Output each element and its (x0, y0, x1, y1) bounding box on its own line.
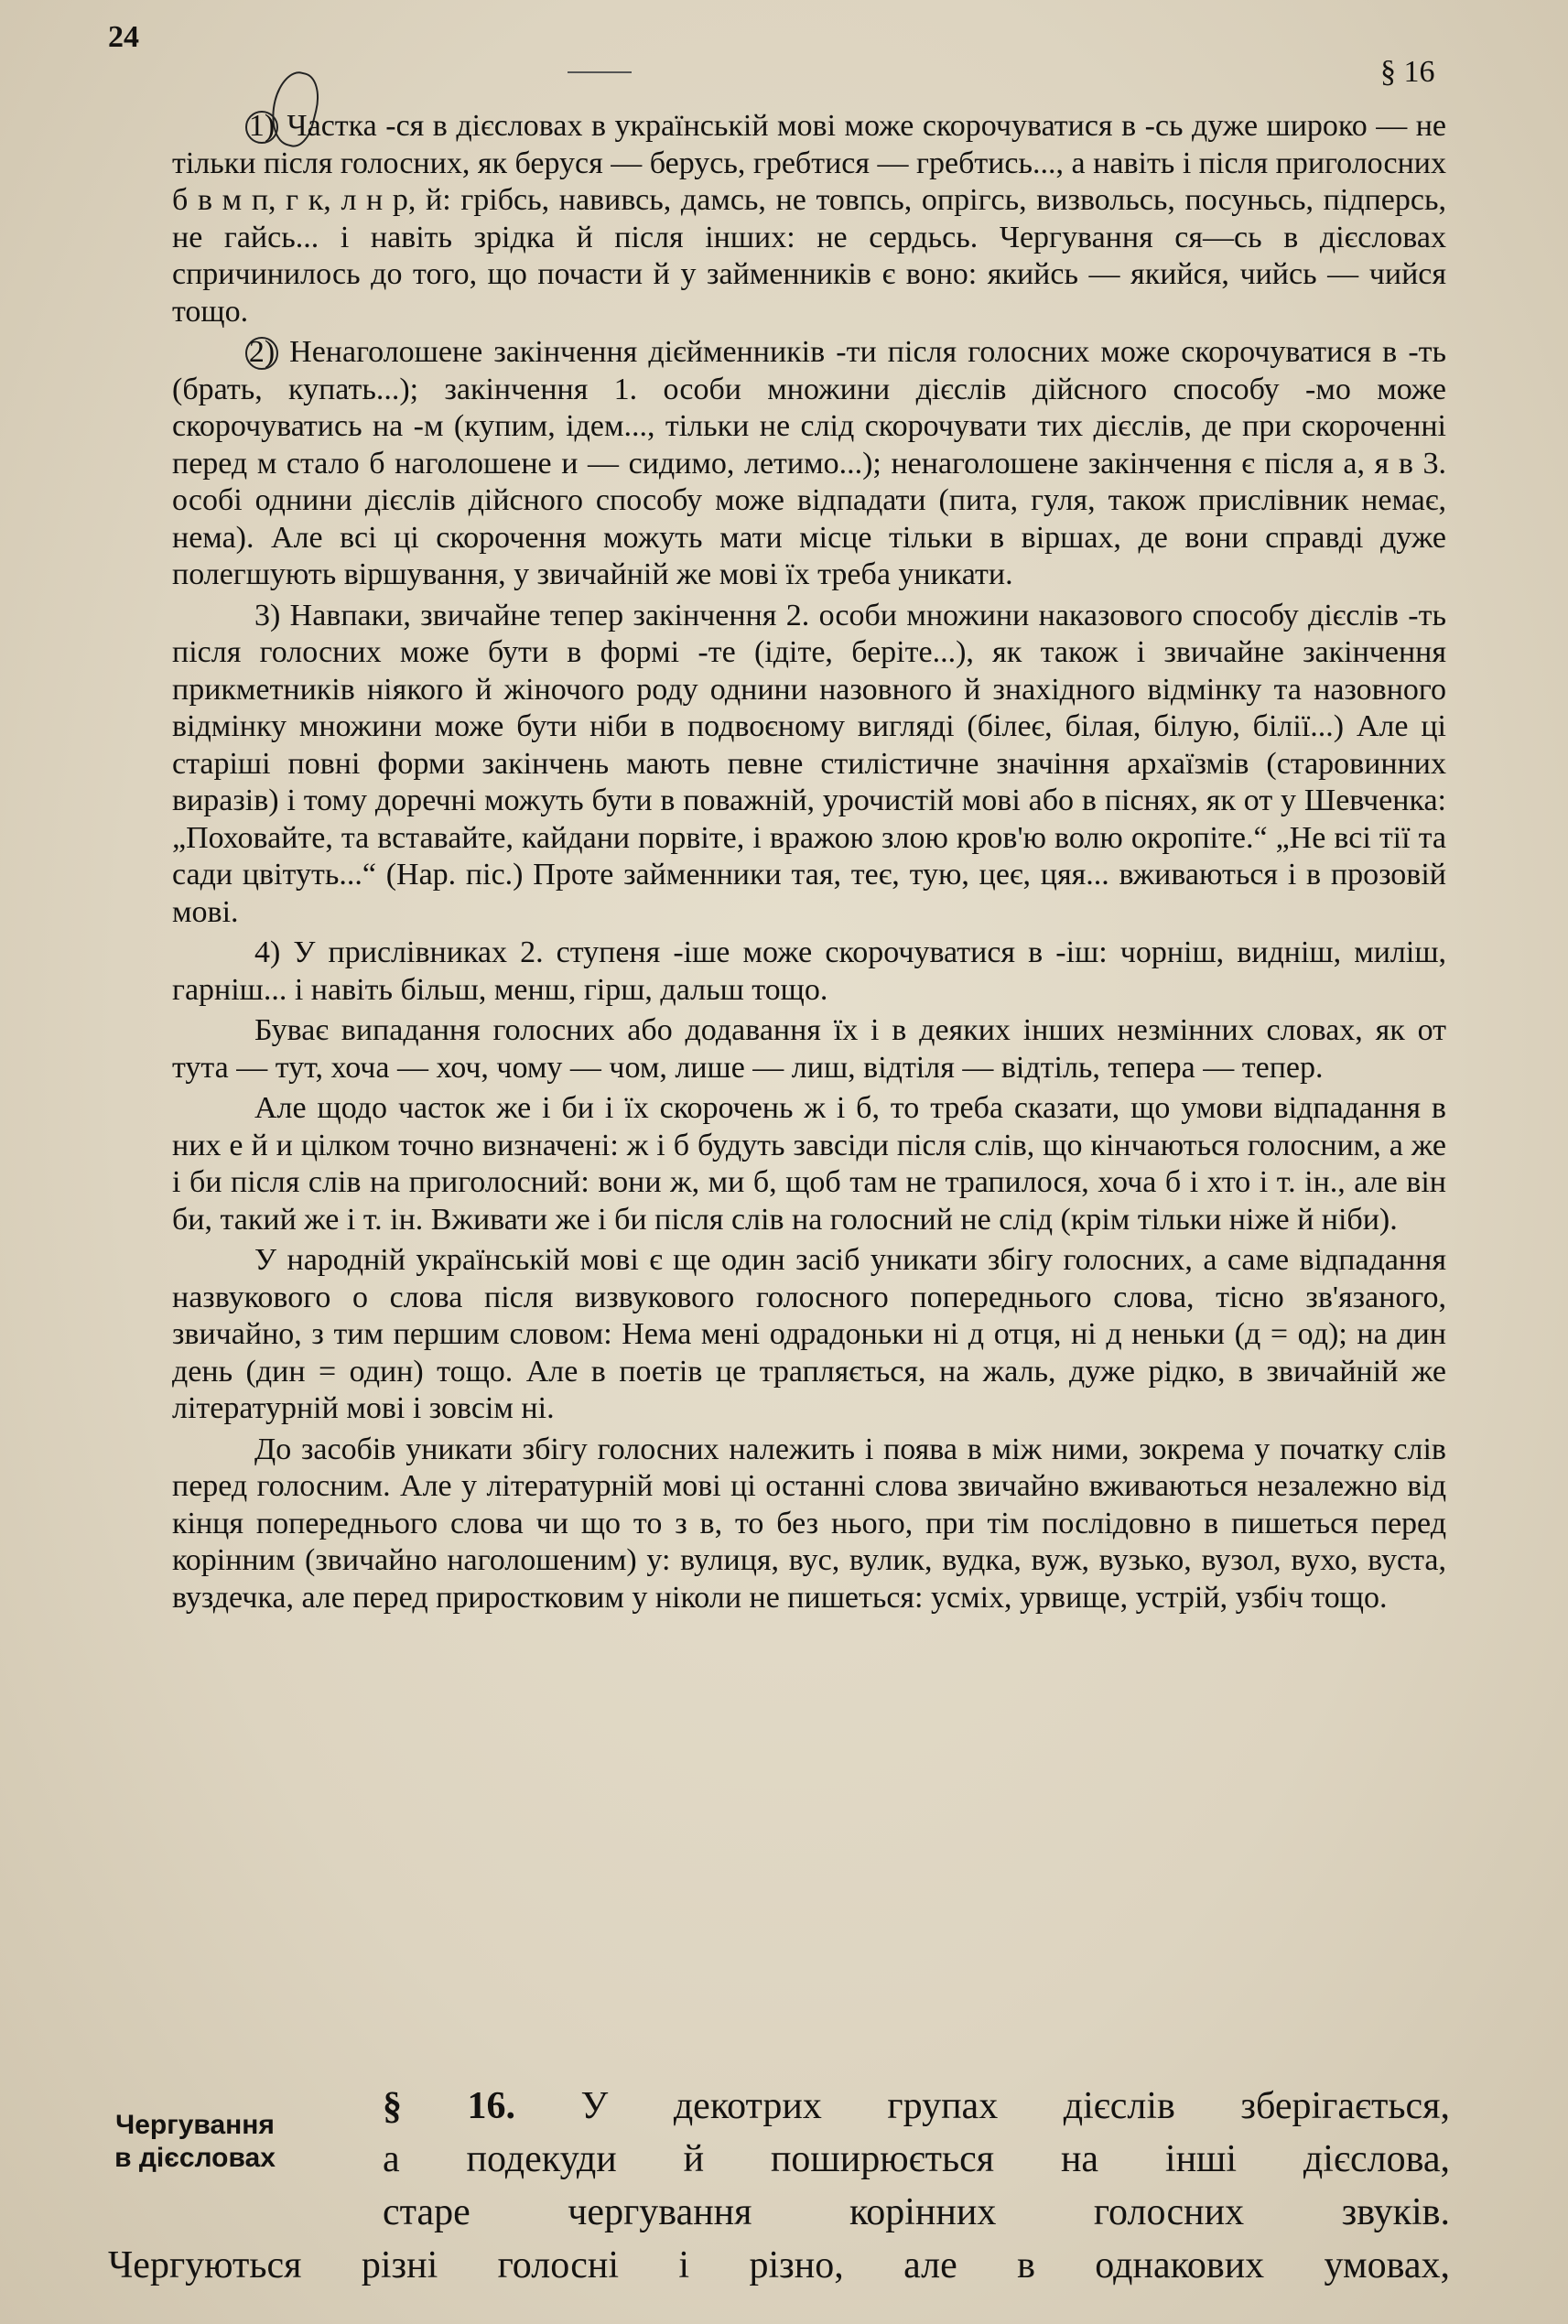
paragraph-text: Буває випадання голосних або додавання їх і в деяких інших незмінних словах, як от тута — тут, хоча — хоч, чому — чом, лише — лиш, відтіля — відтіль, тепера — тепер. (172, 1013, 1446, 1085)
paragraph-text: 3) Навпаки, звичайне тепер закінчення 2. особи множини наказового способу дієслів -ть після голосних може бути в формі -те (ідіте, беріте...), як також і звичайне закінчення прикметників ніякого й жіночого роду однини назовного й знахідного відмінку та назовного відмінку множини може бути ніби в подвоєному вигляді (білеє, білая, білую, білії...) Але ці старіші повні форми закінчень мають певне стилістичне значіння архаїзмів (старовинних виразів) і тому доречні можуть бути в поважній, урочистій мові або в піснях, як от у Шевченка: „Поховайте, та вставайте, кайдани порвіте, і вражою злою кров'ю волю окропіте.“ „Не всі тії та сади цвітуть...“ (Нар. піс.) Проте займенники тая, теє, тую, цеє, цяя... вживаються і в прозовій мові. (172, 598, 1446, 929)
paragraph-text: 4) У прислівниках 2. ступеня -іше може скорочуватися в -іш: чорніш, видніш, миліш, гарніш... і навіть більш, менш, гірш, дальш тощо. (172, 935, 1446, 1007)
paragraph-4 (172, 935, 1446, 1009)
paragraph-5 (172, 1012, 1446, 1086)
paragraph-text: Частка -ся в дієсловах в українській мові може скорочуватися в -сь дуже широко — не тільки після голосних, як беруся — берусь, гребтися — гребтись..., а навіть і після приголосних б в м п, г к, л н р, й: грібсь, навивсь, дамсь, не товпсь, опрігсь, визвольсь, посуньсь, підперсь, не гайсь... і навіть зрідка й після інших: не сердьсь. Чергування ся—сь в дієсловах спричинилось до того, що почасти й у займенників є воно: якийсь — якийся, чийсь — чийся тощо. (172, 109, 1446, 329)
section-line-2: а подекуди й поширюється на інші дієслова, (383, 2138, 1450, 2180)
circled-number-2: 2) (245, 337, 278, 370)
circled-number-1: 1) (245, 111, 278, 144)
main-text (172, 108, 1446, 1620)
section-line-1-text: У декотрих групах дієслів зберігається, (515, 2085, 1450, 2127)
section-side-label (44, 2109, 346, 2175)
paragraph-7 (172, 1242, 1446, 1428)
section-line-4: Чергуються різні голосні і різно, але в однакових умовах, (108, 2244, 1450, 2286)
paragraph-8 (172, 1432, 1446, 1617)
side-label-line-1: Чергування (115, 2110, 275, 2140)
section-16-opening (383, 2080, 1450, 2239)
paragraph-2 (172, 334, 1446, 594)
section-line-1 (383, 2080, 1450, 2133)
paragraph-text: До засобів уникати збігу голосних належить і поява в між ними, зокрема у початку слів перед голосним. Але у літературній мові ці останні слова звичайно вживаються незалежно від кінця попереднього слова чи що то з в, то без нього, при тім послідовно в пишеться перед корінним (звичайно наголошеним) у: вулиця, вус, вулик, вудка, вуж, вузько, вузол, вухо, вуста, вуздечка, але перед приростковим у ніколи не пишеться: усміх, урвище, устрій, узбіч тощо. (172, 1432, 1446, 1615)
paragraph-text: Ненаголошене закінчення дієйменників -ти після голосних може скорочуватися в -ть (брать, купать...); закінчення 1. особи множини дієслів дійсного способу -мо може скорочуватись на -м (купим, ідем..., тільки не слід скорочувати тих дієслів, де при скороченні перед м стало б наголошене и — сидимо, летимо...); ненаголошене закінчення є після а, я в 3. особі однини дієслів дійсного способу може відпадати (пита, гуля, також прислівник немає, нема). Але всі ці скорочення можуть мати місце тільки в віршах, де вони справді дуже полегшують віршування, у звичайній же мові їх треба уникати. (172, 335, 1446, 591)
paragraph-text: У народній українській мові є ще один засіб уникати збігу голосних, а саме відпадання назвукового о слова після визвукового голосного попереднього слова, тісно зв'язаного, звичайно, з тим першим словом: Нема мені одрадоньки ні д отця, ні д неньки (д = од); на дин день (дин = один) тощо. Але в поетів це трапляється, на жаль, дуже рідко, в звичайній же літературній мові і зовсім ні. (172, 1243, 1446, 1425)
paragraph-6 (172, 1090, 1446, 1238)
paragraph-1 (172, 108, 1446, 330)
section-heading: § 16. (383, 2085, 516, 2127)
side-label-line-2: в дієсловах (114, 2143, 276, 2173)
running-section-ref: § 16 (1380, 55, 1435, 89)
section-line-3: старе чергування корінних голосних звуків. (383, 2191, 1450, 2233)
paragraph-3 (172, 598, 1446, 932)
paragraph-text: Але щодо часток же і би і їх скорочень ж і б, то треба сказати, що умови відпадання в них е й и цілком точно визначені: ж і б будуть завсіди після слів, що кінчаються голосним, а же і би після слів на приголосний: вони ж, ми б, щоб там не трапилося, хоча б і хто і т. ін., але він би, такий же і т. ін. Вживати же і би після слів на голосний не слід (крім тільки ніже й ніби). (172, 1091, 1446, 1237)
page-number: 24 (108, 20, 139, 54)
top-dash (568, 71, 632, 73)
